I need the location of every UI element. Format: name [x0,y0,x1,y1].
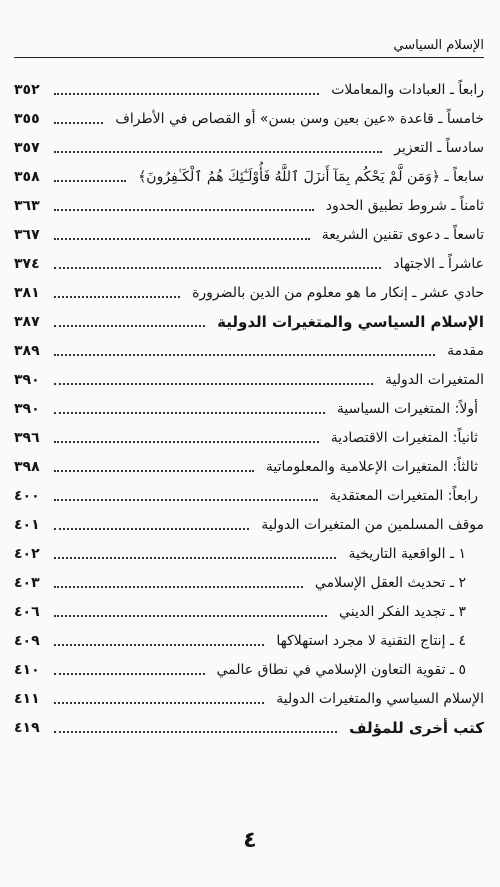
toc-entry [14,684,484,713]
table-of-contents [14,75,484,742]
toc-entry [14,713,484,742]
toc-entry-page: ٤٠٠ [14,487,40,504]
toc-entry [14,655,484,684]
toc-entry-page: ٣٥٢ [14,81,40,98]
page-number: ٤ [243,828,257,853]
toc-entry-page: ٣٨٧ [14,313,40,330]
toc-entry-title: موقف المسلمين من المتغيرات الدولية [261,516,484,533]
dot-leader [54,499,318,501]
toc-entry [14,278,484,307]
toc-entry-title: ثامناً ـ شروط تطبيق الحدود [325,197,484,214]
toc-entry-page: ٤٠٢ [14,545,40,562]
toc-entry [14,539,484,568]
toc-entry [14,510,484,539]
toc-entry-title: رابعاً ـ العبادات والمعاملات [331,81,484,98]
toc-entry-page: ٣٦٧ [14,226,40,243]
toc-entry [14,307,484,336]
toc-entry-title: رابعاً: المتغيرات المعتقدية [329,487,478,504]
toc-entry-page: ٣٥٧ [14,139,40,156]
toc-entry [14,75,484,104]
toc-entry-page: ٣٥٨ [14,168,40,185]
toc-entry [14,423,484,452]
dot-leader [54,296,180,298]
toc-entry-page: ٣٨١ [14,284,40,301]
toc-entry-page: ٣٥٥ [14,110,40,127]
toc-entry [14,104,484,133]
toc-entry [14,220,484,249]
toc-entry-title: المتغيرات الدولية [385,371,484,388]
toc-entry-title: ٣ ـ تجديد الفكر الديني [339,603,466,620]
dot-leader [54,209,314,211]
toc-entry [14,597,484,626]
running-header [14,30,484,58]
dot-leader [54,93,319,95]
toc-entry-page: ٣٩٠ [14,400,40,417]
toc-entry [14,394,484,423]
toc-entry-page: ٤١١ [14,690,40,707]
toc-entry-title: الإسلام السياسي والمتغيرات الدولية [276,690,484,707]
toc-entry [14,336,484,365]
running-header-title: الإسلام السياسي [393,38,484,53]
toc-entry-title: حادي عشر ـ إنكار ما هو معلوم من الدين بالضرورة [192,284,484,301]
toc-entry-page: ٤٠٦ [14,603,40,620]
toc-entry-title: سابعاً ـ ﴿وَمَن لَّمْ يَحْكُم بِمَآ أَنزَلَ ٱللَّهُ فَأُوْلَـٰٓئِكَ هُمُ ٱلْكَـٰفِرُونَ﴾ [138,168,484,185]
dot-leader [54,122,103,124]
toc-entry-page: ٤٠٣ [14,574,40,591]
dot-leader [54,731,337,733]
toc-entry-title: ٢ ـ تحديث العقل الإسلامي [314,574,466,591]
toc-entry-page: ٣٩٦ [14,429,40,446]
toc-entry [14,365,484,394]
toc-entry-title: ثانياً: المتغيرات الاقتصادية [330,429,478,446]
dot-leader [54,557,336,559]
dot-leader [54,615,327,617]
dot-leader [54,151,382,153]
dot-leader [54,354,435,356]
dot-leader [54,180,126,182]
toc-entry-page: ٤٠٩ [14,632,40,649]
toc-entry-title: عاشراً ـ الاجتهاد [393,255,484,272]
dot-leader [54,586,303,588]
toc-entry-page: ٣٨٩ [14,342,40,359]
dot-leader [54,702,264,704]
toc-entry-title: مقدمة [447,342,484,359]
dot-leader [54,673,205,675]
dot-leader [54,441,319,443]
toc-entry [14,249,484,278]
toc-entry-title: ١ ـ الواقعية التاريخية [348,545,466,562]
toc-entry [14,481,484,510]
toc-entry-page: ٤٠١ [14,516,40,533]
dot-leader [54,267,381,269]
toc-entry-page: ٣٩٠ [14,371,40,388]
dot-leader [54,383,373,385]
toc-entry-title: ثالثاً: المتغيرات الإعلامية والمعلوماتية [265,458,478,475]
dot-leader [54,644,264,646]
toc-entry-title: كتب أخرى للمؤلف [349,718,484,737]
dot-leader [54,238,310,240]
toc-entry-page: ٣٦٣ [14,197,40,214]
toc-entry-page: ٣٧٤ [14,255,40,272]
toc-entry [14,568,484,597]
toc-entry-title: تاسعاً ـ دعوى تقنين الشريعة [321,226,484,243]
toc-entry-page: ٤١٩ [14,719,40,736]
toc-entry-title: سادساً ـ التعزير [394,139,484,156]
toc-entry-title: الإسلام السياسي والمتغيرات الدولية [217,312,484,331]
dot-leader [54,412,325,414]
toc-entry [14,452,484,481]
toc-entry [14,626,484,655]
toc-entry-title: أولاً: المتغيرات السياسية [336,400,478,417]
toc-entry [14,133,484,162]
toc-entry-title: ٥ ـ تقوية التعاون الإسلامي في نطاق عالمي [216,661,466,678]
dot-leader [54,470,254,472]
toc-entry-title: ٤ ـ إنتاج التقنية لا مجرد استهلاكها [276,632,466,649]
toc-entry-page: ٣٩٨ [14,458,40,475]
dot-leader [54,325,205,327]
toc-entry-page: ٤١٠ [14,661,40,678]
toc-entry [14,162,484,191]
dot-leader [54,528,249,530]
toc-entry-title: خامساً ـ قاعدة «عين بعين وسن بسن» أو القصاص في الأطراف [115,110,484,127]
toc-entry [14,191,484,220]
